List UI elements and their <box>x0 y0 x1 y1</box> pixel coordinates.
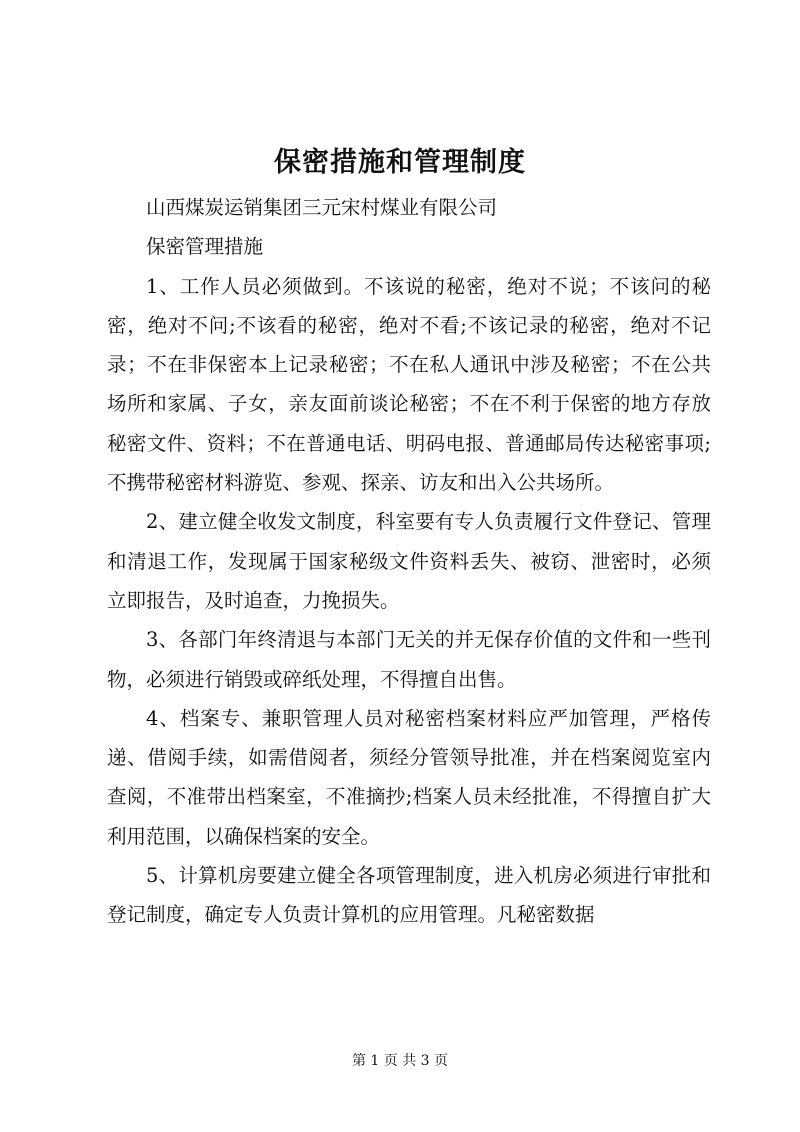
paragraph-1: 1、工作人员必须做到。不该说的秘密，绝对不说；不该问的秘密，绝对不问;不该看的秘密，绝对不看;不该记录的秘密，绝对不记录；不在非保密本上记录秘密；不在私人通讯中涉及秘密；不在公共场所和家属、子女，亲友面前谈论秘密；不在不利于保密的地方存放秘密文件、资料；不在普通电话、明码电报、普通邮局传达秘密事项;不携带秘密材料游览、参观、探亲、访友和出入公共场所。 <box>107 274 711 495</box>
page-footer: 第 1 页 共 3 页 <box>351 1053 449 1069</box>
paragraph-3: 3、各部门年终清退与本部门无关的并无保存价值的文件和一些刊物，必须进行销毁或碎纸处理，不得擅自出售。 <box>107 628 711 691</box>
document-body <box>107 188 711 935</box>
paragraph-4: 4、档案专、兼职管理人员对秘密档案材料应严加管理，严格传递、借阅手续，如需借阅者，须经分管领导批准，并在档案阅览室内查阅，不准带出档案室，不准摘抄;档案人员未经批准，不得擅自扩大利用范围，以确保档案的安全。 <box>107 706 711 848</box>
section-heading: 保密管理措施 <box>146 235 264 259</box>
company-name: 山西煤炭运销集团三元宋村煤业有限公司 <box>146 196 498 219</box>
paragraph-5: 5、计算机房要建立健全各项管理制度，进入机房必须进行审批和登记制度，确定专人负责计算机的应用管理。凡秘密数据 <box>107 864 711 927</box>
document-title: 保密措施和管理制度 <box>274 147 526 178</box>
paragraph-2: 2、建立健全收发文制度，科室要有专人负责履行文件登记、管理和清退工作，发现属于国家秘级文件资料丢失、被窃、泄密时，必须立即报告，及时追查，力挽损失。 <box>107 510 711 612</box>
